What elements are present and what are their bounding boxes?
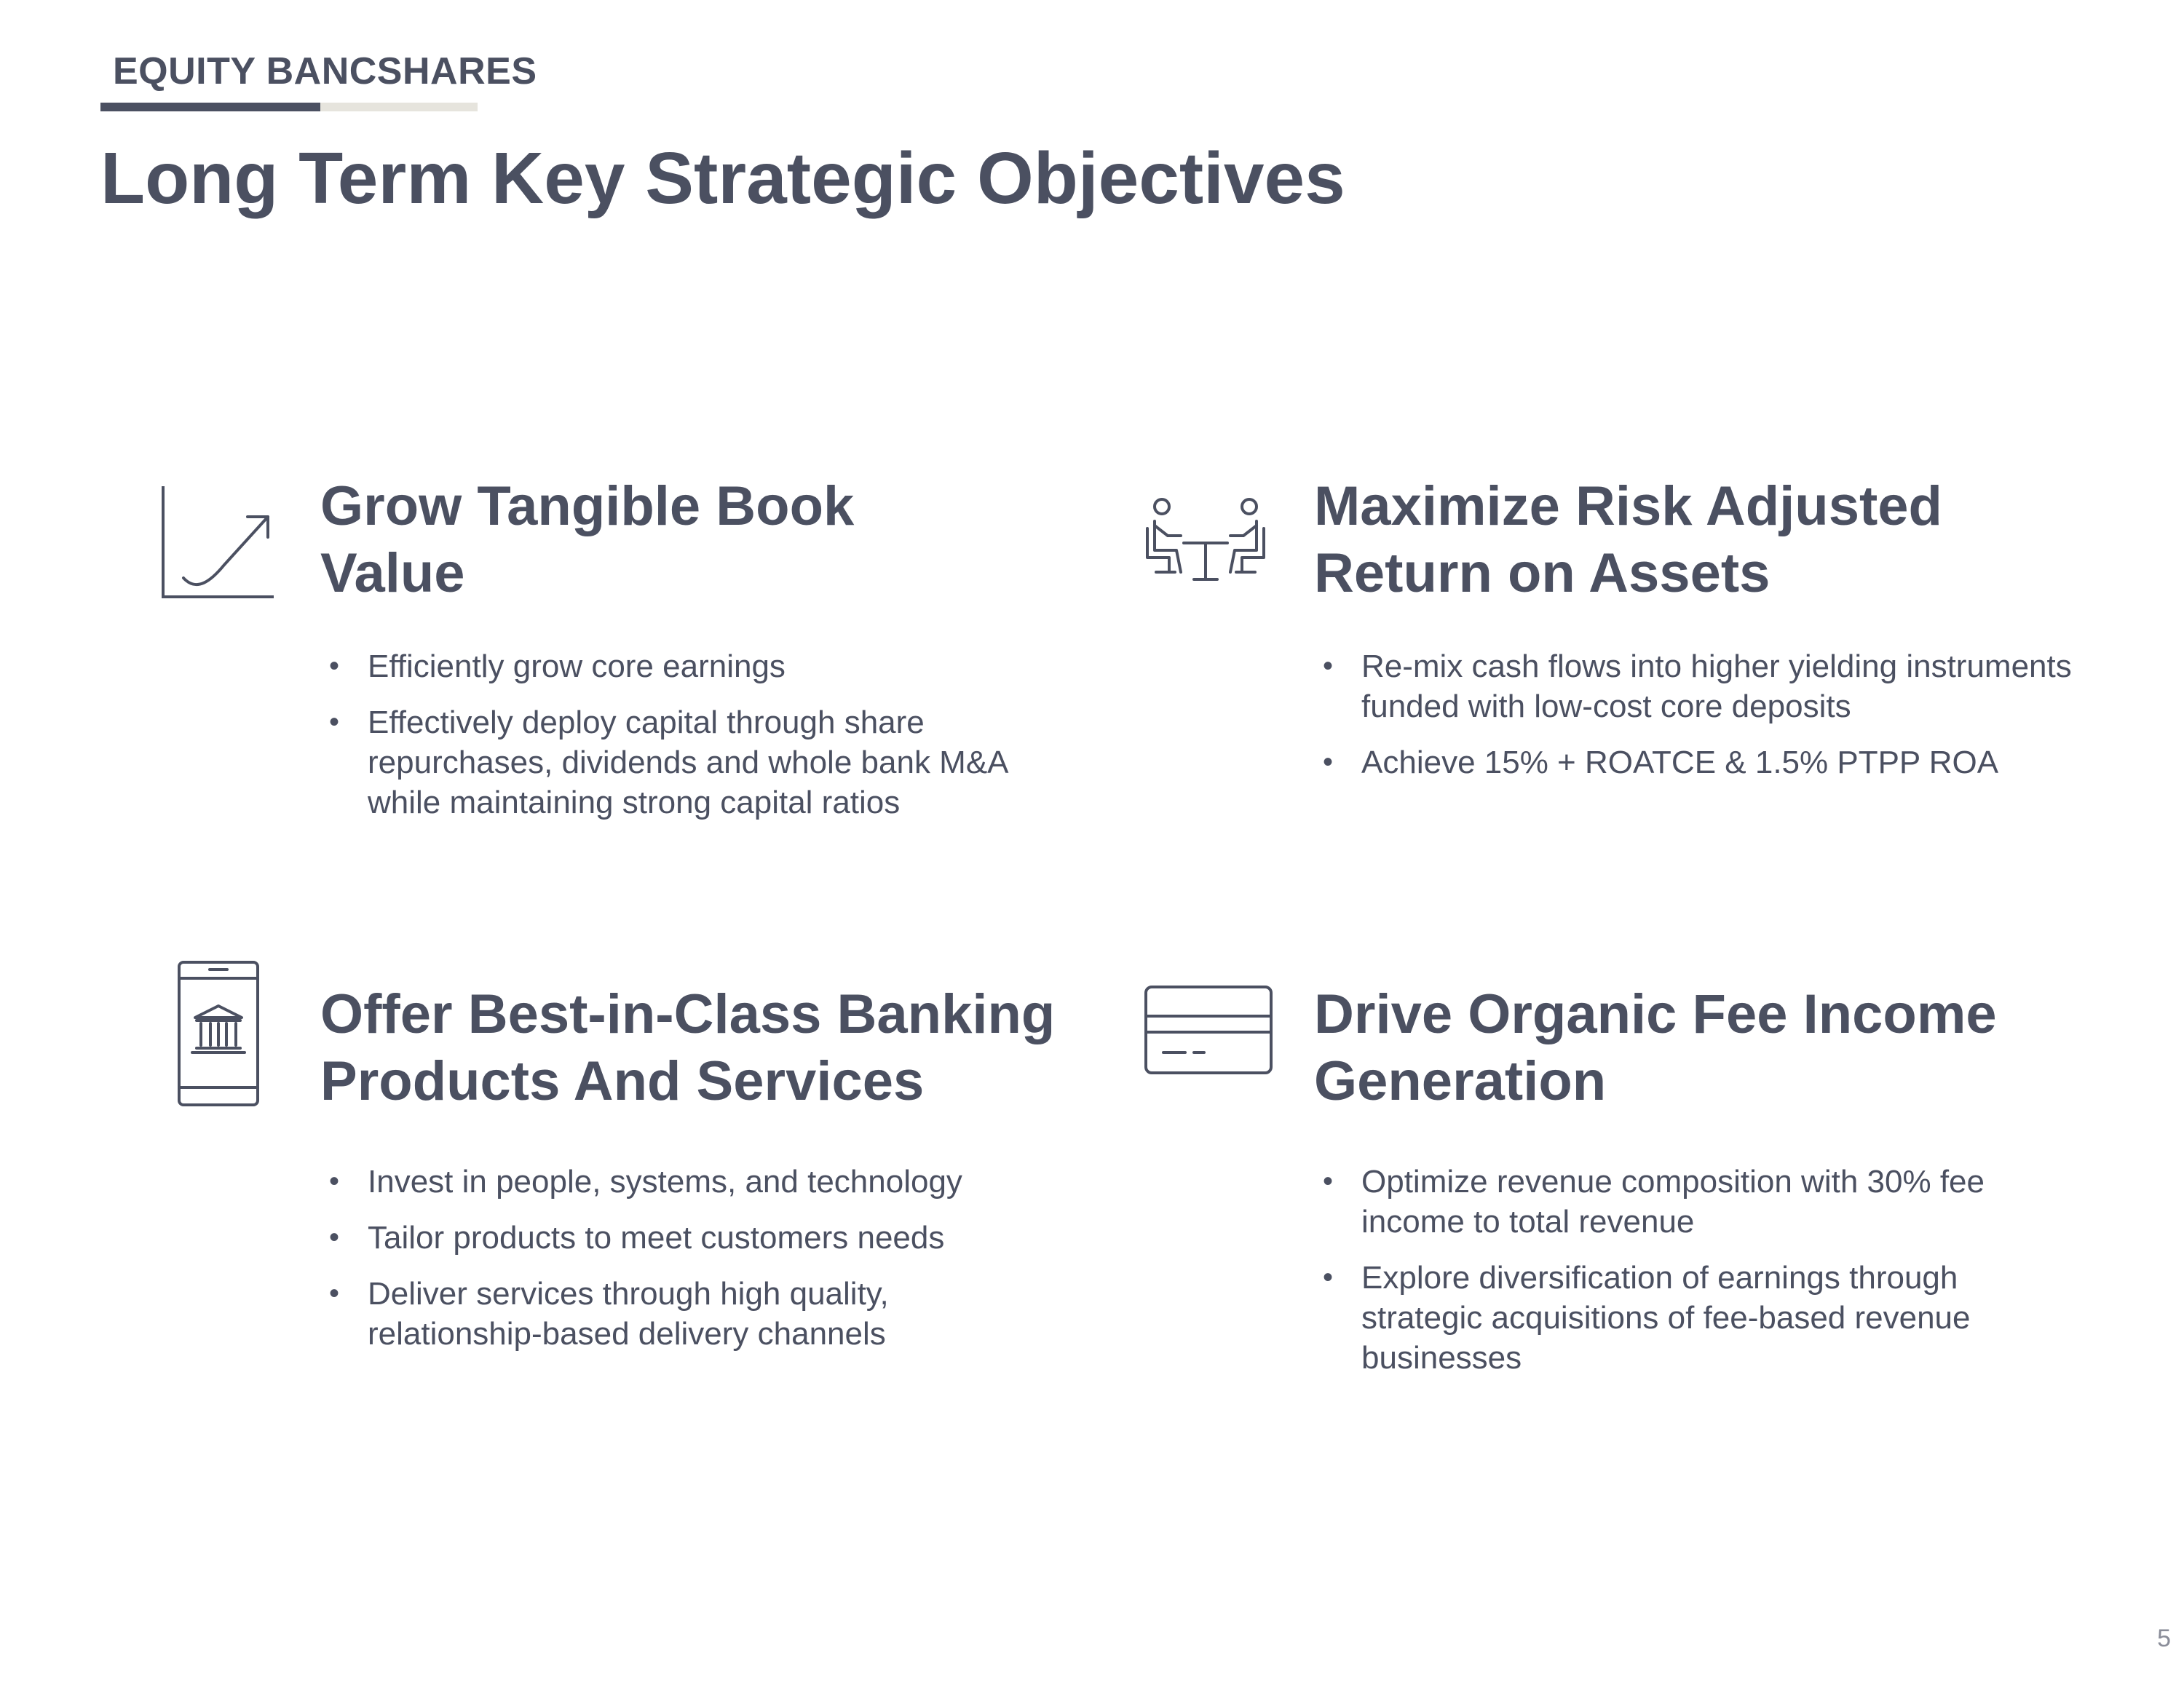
- bullet-text: Optimize revenue composition with 30% fee income to total revenue: [1361, 1164, 1985, 1240]
- bullet-text: Explore diversification of earnings through strategic acquisitions of fee-based revenue businesses: [1361, 1260, 1971, 1376]
- heading-line-1: Grow Tangible Book: [320, 475, 855, 537]
- bullet-dot: •: [1323, 1261, 1334, 1293]
- bullet-text: Deliver services through high quality, relationship-based delivery channels: [368, 1276, 889, 1352]
- heading-line-1: Maximize Risk Adjusted: [1314, 475, 1942, 537]
- page-number: 5: [2157, 1625, 2171, 1652]
- objective-heading: [320, 981, 1092, 1115]
- objective-maximize-risk-adjusted-return: [1092, 466, 2184, 873]
- bullet-item: [1314, 742, 2144, 782]
- credit-card-icon: [1143, 984, 1274, 1076]
- bullet-dot: •: [329, 1165, 340, 1197]
- mobile-bank-icon: [176, 959, 261, 1108]
- bullet-dot: •: [1323, 746, 1334, 778]
- bullet-item: [320, 1218, 1063, 1258]
- objective-bullets: [1314, 646, 2144, 798]
- bullet-item: [320, 646, 1063, 686]
- bullet-item: [1314, 1258, 2013, 1378]
- objective-grow-tangible-book-value: [0, 466, 1092, 873]
- bullet-item: [320, 1162, 1063, 1202]
- bullet-item: [320, 702, 1063, 822]
- bullet-dot: •: [329, 1221, 340, 1253]
- heading-line-2: Generation: [1314, 1050, 1607, 1112]
- bullet-text: Achieve 15% + ROATCE & 1.5% PTPP ROA: [1361, 745, 1999, 780]
- bullet-dot: •: [329, 706, 340, 738]
- brand-rule-dark: [100, 103, 320, 111]
- bullet-text: Tailor products to meet customers needs: [368, 1220, 945, 1256]
- bullet-text: Efficiently grow core earnings: [368, 649, 786, 684]
- heading-line-2: Value: [320, 542, 465, 604]
- objective-heading: [320, 473, 1048, 607]
- objective-heading: [1314, 473, 2173, 607]
- bullet-dot: •: [329, 1277, 340, 1309]
- bullet-item: [1314, 646, 2144, 726]
- bullet-text: Re-mix cash flows into higher yielding instruments funded with low-cost core deposits: [1361, 649, 2072, 724]
- bullet-dot: •: [1323, 650, 1334, 682]
- bullet-text: Effectively deploy capital through share repurchases, dividends and whole bank M&A while maintaining strong capital ratios: [368, 705, 1008, 820]
- objective-heading: [1314, 981, 2173, 1115]
- objective-bullets: [1314, 1162, 2013, 1394]
- bullet-item: [320, 1274, 1063, 1354]
- bullet-text: Invest in people, systems, and technology: [368, 1164, 962, 1200]
- heading-line-2: Return on Assets: [1314, 542, 1770, 604]
- brand-rule-light: [320, 103, 478, 111]
- bullet-item: [1314, 1162, 2013, 1242]
- bullet-dot: •: [1323, 1165, 1334, 1197]
- growth-chart-icon: [160, 483, 277, 601]
- heading-line-1: Drive Organic Fee Income: [1314, 983, 1997, 1045]
- objective-drive-fee-income: [1092, 953, 2184, 1390]
- heading-line-2: Products And Services: [320, 1050, 925, 1112]
- heading-line-1: Offer Best-in-Class Banking: [320, 983, 1056, 1045]
- objective-bullets: [320, 646, 1063, 838]
- bullet-dot: •: [329, 650, 340, 682]
- page-title: Long Term Key Strategic Objectives: [100, 138, 1345, 219]
- objective-best-in-class-banking: [0, 953, 1092, 1390]
- meeting-table-icon: [1143, 496, 1268, 585]
- brand-label: EQUITY BANCSHARES: [113, 50, 537, 92]
- objective-bullets: [320, 1162, 1063, 1370]
